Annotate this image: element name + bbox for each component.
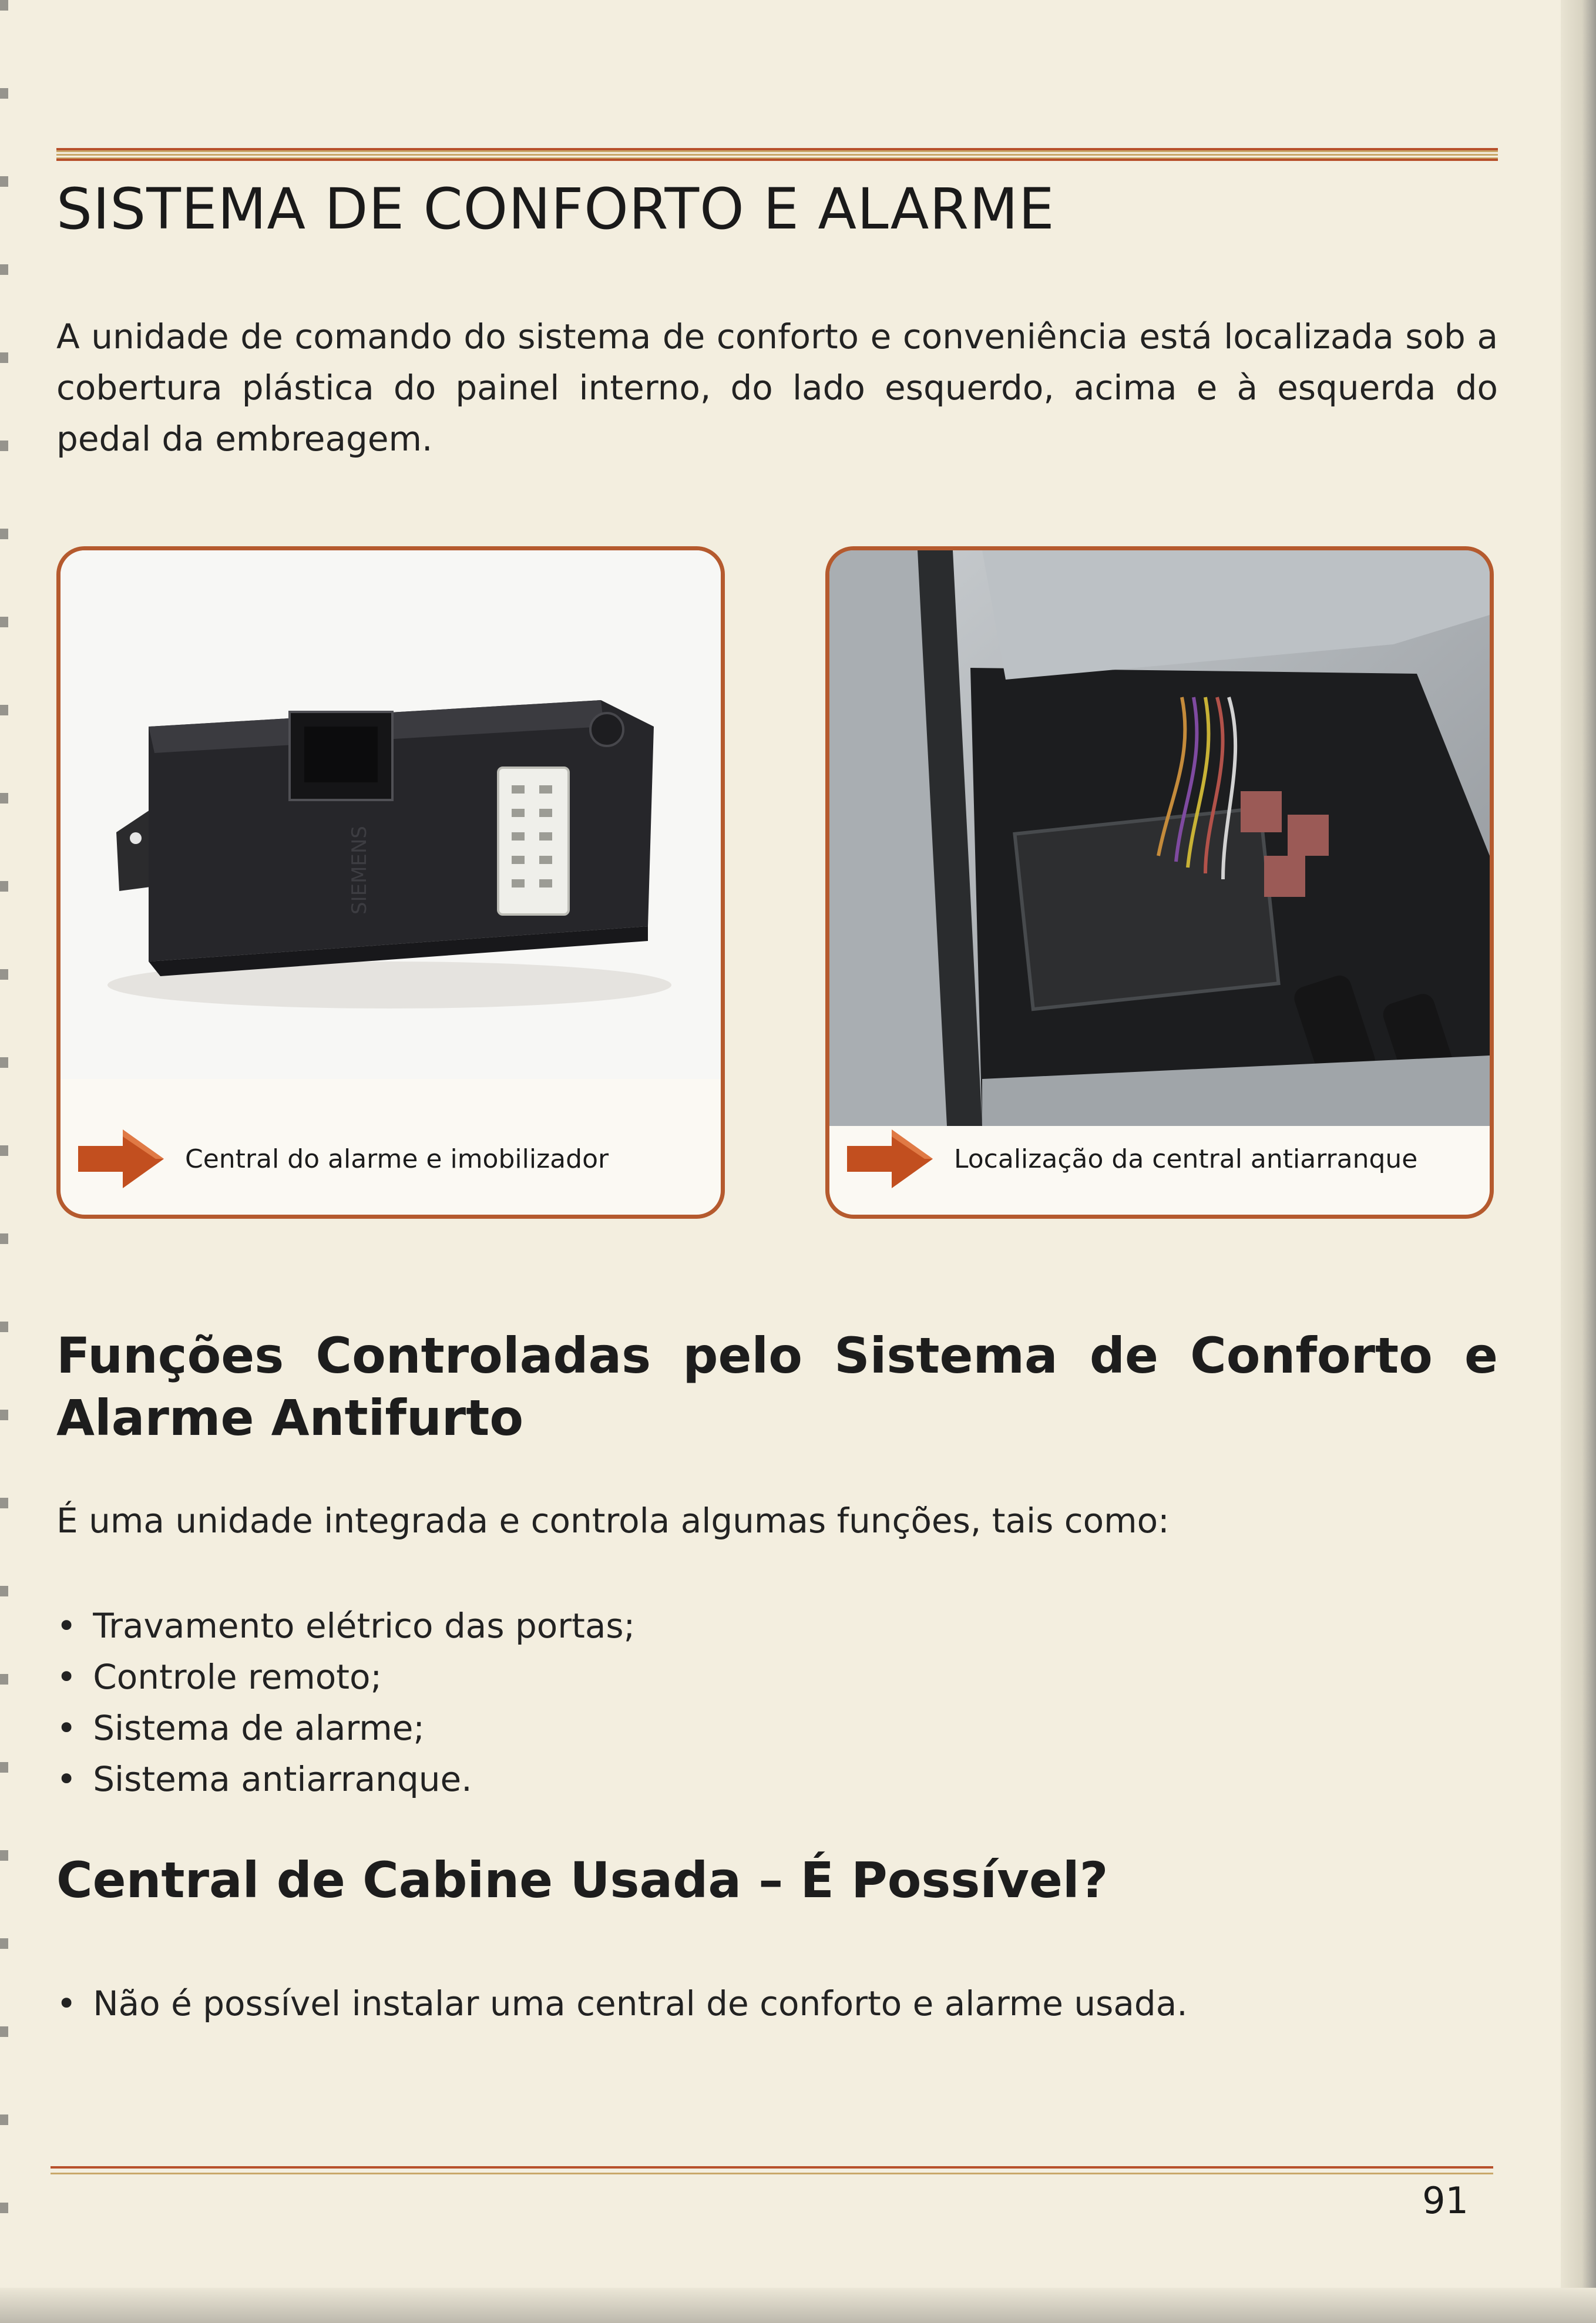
figure-caption-row [78,1127,701,1191]
footer-rule [51,2166,1493,2174]
alarm-module-photo [61,550,721,1079]
svg-text:SIEMENS: SIEMENS [348,826,371,915]
page-edge-bottom [0,2288,1596,2323]
section-heading-used-unit: Central de Cabine Usada – É Possível? [56,1851,1108,1909]
arrow-right-icon [847,1129,933,1188]
figure-immobilizer-location [825,546,1494,1219]
page-title: SISTEMA DE CONFORTO E ALARME [56,176,1055,242]
intro-paragraph: A unidade de comando do sistema de conforto e conveniência está localizada sob a cobertura plástica do painel interno, do lado esquerdo, acima e à esquerda do pedal da embreagem. [56,317,1498,459]
figure-caption: Localização da central antiarranque [954,1144,1418,1174]
figure-caption-row [847,1127,1470,1191]
figure-caption: Central do alarme e imobilizador [185,1144,609,1174]
spiral-binding [0,0,8,2323]
header-rule [56,148,1498,161]
list-item: • Não é possível instalar uma central de conforto e alarme usada. [56,1978,1188,2029]
arrow-right-icon [78,1129,164,1188]
immobilizer-location-photo [829,550,1490,1126]
section-paragraph: É uma unidade integrada e controla algumas funções, tais como: [56,1501,1170,1541]
section-heading-functions: Funções Controladas pelo Sistema de Conforto e Alarme Antifurto [56,1327,1498,1447]
functions-list [56,1601,635,1805]
page-edge-right [1561,0,1596,2323]
page-number: 91 [1422,2179,1469,2222]
list-item: • Travamento elétrico das portas; [56,1601,635,1652]
list-item: • Sistema antiarranque. [56,1754,635,1805]
used-unit-list [56,1978,1188,2029]
list-item: • Sistema de alarme; [56,1703,635,1754]
figure-alarm-module [56,546,725,1219]
list-item: • Controle remoto; [56,1652,635,1703]
